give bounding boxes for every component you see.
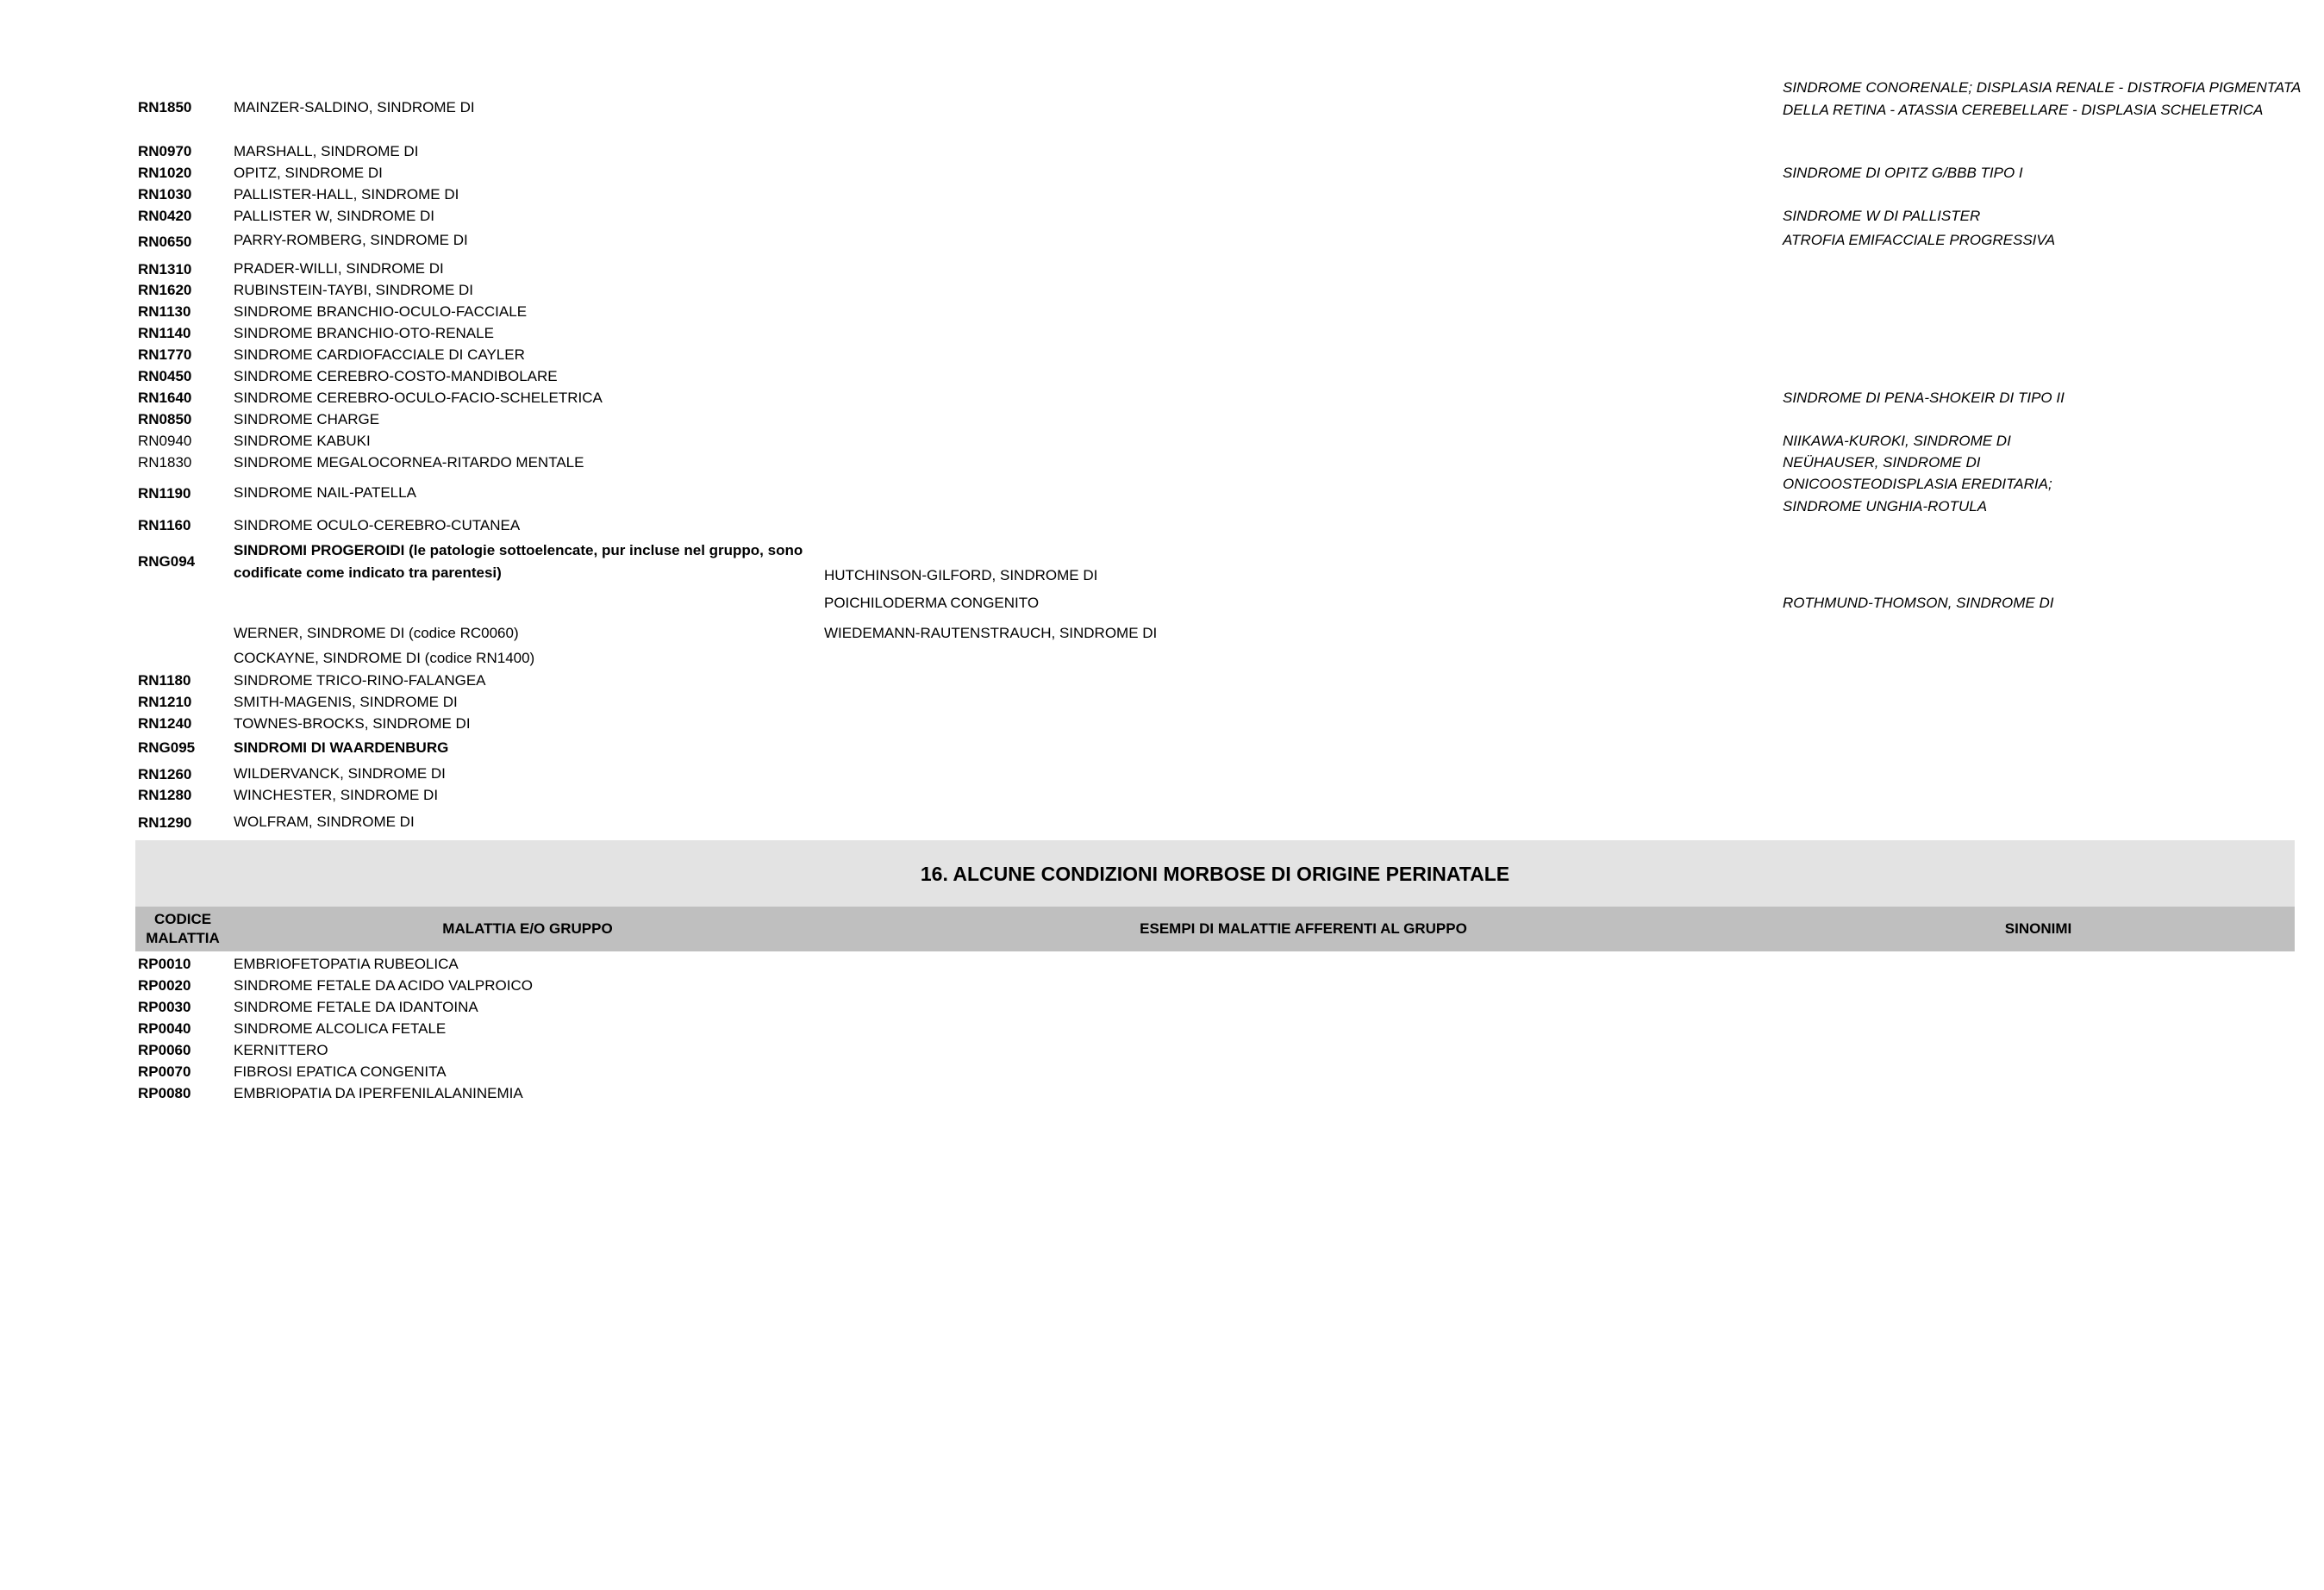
disease-code: RN1020 — [138, 165, 192, 181]
synonym: ROTHMUND-THOMSON, SINDROME DI — [1783, 595, 2054, 611]
disease-name: SINDROME CEREBRO-COSTO-MANDIBOLARE — [234, 368, 558, 384]
synonym: ONICOOSTEODISPLASIA EREDITARIA; — [1783, 476, 2052, 492]
disease-name: MAINZER-SALDINO, SINDROME DI — [234, 99, 475, 115]
disease-code: RN0850 — [138, 411, 192, 427]
disease-name: WINCHESTER, SINDROME DI — [234, 787, 439, 803]
disease-code: RN1190 — [138, 485, 191, 502]
disease-code: RN1830 — [138, 454, 192, 471]
synonym: SINDROME W DI PALLISTER — [1783, 208, 1981, 224]
disease-name: SINDROME MEGALOCORNEA-RITARDO MENTALE — [234, 454, 584, 471]
table-header — [135, 907, 2295, 951]
disease-name: FIBROSI EPATICA CONGENITA — [234, 1063, 447, 1080]
disease-name: RUBINSTEIN-TAYBI, SINDROME DI — [234, 282, 474, 298]
disease-name: PRADER-WILLI, SINDROME DI — [234, 260, 444, 277]
header-examples: ESEMPI DI MALATTIE AFFERENTI AL GRUPPO — [1140, 920, 1467, 937]
disease-name: TOWNES-BROCKS, SINDROME DI — [234, 715, 471, 732]
synonym: SINDROME CONORENALE; DISPLASIA RENALE - DISTROFIA PIGMENTATA — [1783, 79, 2302, 96]
example-disease: POICHILODERMA CONGENITO — [824, 595, 1040, 611]
disease-code: RP0060 — [138, 1042, 191, 1058]
synonym: NEÜHAUSER, SINDROME DI — [1783, 454, 1981, 471]
disease-name: SINDROME FETALE DA IDANTOINA — [234, 999, 478, 1015]
disease-code: RP0010 — [138, 956, 191, 972]
disease-code: RP0020 — [138, 977, 191, 994]
disease-code: RP0080 — [138, 1085, 191, 1101]
disease-code: RN1290 — [138, 814, 192, 831]
disease-group-name: SINDROMI DI WAARDENBURG — [234, 739, 449, 756]
disease-code: RN1030 — [138, 186, 192, 203]
disease-name: MARSHALL, SINDROME DI — [234, 143, 419, 159]
disease-name: SINDROME OCULO-CEREBRO-CUTANEA — [234, 517, 521, 533]
disease-group-name: SINDROMI PROGEROIDI (le patologie sottoelencate, pur incluse nel gruppo, sono — [234, 542, 803, 558]
header-code-line2: MALATTIA — [146, 930, 220, 946]
disease-code: RN1240 — [138, 715, 192, 732]
disease-name: SINDROME ALCOLICA FETALE — [234, 1020, 447, 1037]
header-synonyms: SINONIMI — [2004, 920, 2072, 937]
disease-name: SINDROME CEREBRO-OCULO-FACIO-SCHELETRICA — [234, 390, 603, 406]
disease-name: COCKAYNE, SINDROME DI (codice RN1400) — [234, 650, 535, 666]
header-code-line1: CODICE — [153, 911, 212, 927]
synonym: ATROFIA EMIFACCIALE PROGRESSIVA — [1783, 232, 2056, 248]
disease-code: RN1620 — [138, 282, 192, 298]
disease-name: SINDROME KABUKI — [234, 433, 371, 449]
disease-code: RN1260 — [138, 766, 192, 783]
disease-code: RNG095 — [138, 739, 196, 756]
disease-name: WERNER, SINDROME DI (codice RC0060) — [234, 625, 519, 641]
disease-code: RN1130 — [138, 303, 191, 320]
disease-name: PALLISTER W, SINDROME DI — [234, 208, 435, 224]
synonym: SINDROME UNGHIA-ROTULA — [1783, 498, 1988, 514]
synonym: SINDROME DI PENA-SHOKEIR DI TIPO II — [1783, 390, 2065, 406]
disease-name: SMITH-MAGENIS, SINDROME DI — [234, 694, 458, 710]
disease-code: RN1210 — [138, 694, 192, 710]
disease-code: RN1280 — [138, 787, 192, 803]
disease-name: WILDERVANCK, SINDROME DI — [234, 765, 446, 782]
disease-name: SINDROME TRICO-RINO-FALANGEA — [234, 672, 486, 689]
disease-code: RN1640 — [138, 390, 192, 406]
synonym: NIIKAWA-KUROKI, SINDROME DI — [1783, 433, 2011, 449]
disease-code: RP0040 — [138, 1020, 191, 1037]
disease-name: PALLISTER-HALL, SINDROME DI — [234, 186, 459, 203]
disease-group-name: codificate come indicato tra parentesi) — [234, 564, 502, 581]
disease-name: PARRY-ROMBERG, SINDROME DI — [234, 232, 468, 248]
synonym: DELLA RETINA - ATASSIA CEREBELLARE - DISPLASIA SCHELETRICA — [1783, 102, 2264, 118]
disease-code: RN1770 — [138, 346, 192, 363]
disease-name: SINDROME BRANCHIO-OTO-RENALE — [234, 325, 494, 341]
header-disease: MALATTIA E/O GRUPPO — [442, 920, 613, 937]
disease-name: SINDROME CARDIOFACCIALE DI CAYLER — [234, 346, 525, 363]
section-title: 16. ALCUNE CONDIZIONI MORBOSE DI ORIGINE PERINATALE — [920, 862, 1510, 885]
disease-code: RN0970 — [138, 143, 192, 159]
section-title-band — [135, 840, 2295, 907]
header-code — [135, 907, 230, 951]
disease-name: SINDROME FETALE DA ACIDO VALPROICO — [234, 977, 533, 994]
disease-code: RN0650 — [138, 234, 192, 250]
disease-code: RP0030 — [138, 999, 191, 1015]
disease-code: RN0420 — [138, 208, 192, 224]
disease-name: SINDROME CHARGE — [234, 411, 380, 427]
disease-name: SINDROME NAIL-PATELLA — [234, 484, 416, 501]
example-disease: HUTCHINSON-GILFORD, SINDROME DI — [824, 567, 1098, 583]
disease-name: EMBRIOPATIA DA IPERFENILALANINEMIA — [234, 1085, 523, 1101]
disease-code: RN0450 — [138, 368, 192, 384]
disease-name: EMBRIOFETOPATIA RUBEOLICA — [234, 956, 459, 972]
disease-code: RP0070 — [138, 1063, 191, 1080]
disease-name: OPITZ, SINDROME DI — [234, 165, 383, 181]
disease-code: RN0940 — [138, 433, 192, 449]
disease-name: KERNITTERO — [234, 1042, 328, 1058]
synonym: SINDROME DI OPITZ G/BBB TIPO I — [1783, 165, 2023, 181]
disease-code: RN1850 — [138, 99, 192, 115]
disease-code: RN1160 — [138, 517, 191, 533]
disease-code: RN1310 — [138, 261, 192, 277]
example-disease: WIEDEMANN-RAUTENSTRAUCH, SINDROME DI — [824, 625, 1158, 641]
disease-name: WOLFRAM, SINDROME DI — [234, 814, 415, 830]
disease-code: RN1140 — [138, 325, 191, 341]
disease-name: SINDROME BRANCHIO-OCULO-FACCIALE — [234, 303, 528, 320]
disease-code: RNG094 — [138, 553, 196, 570]
disease-code: RN1180 — [138, 672, 191, 689]
